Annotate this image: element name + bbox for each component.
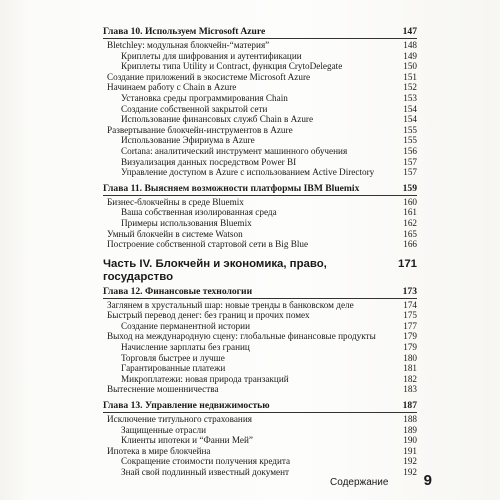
chapter-title-text: Глава 11. Выясняем возможности платформы IBM Bluemix [103, 182, 360, 194]
toc-entry [103, 342, 417, 353]
toc-entry-page: 174 [403, 299, 417, 310]
toc-entry-page: 153 [403, 92, 417, 103]
chapter-title [103, 286, 417, 299]
part-title [103, 258, 417, 284]
footer-label: Содержание [330, 477, 389, 488]
toc-entry-text: Ипотека в мире блокчейна [107, 445, 211, 456]
toc-entry-page: 151 [403, 71, 417, 82]
toc-entry-text: Построение собственной стартовой сети в Big Blue [107, 239, 309, 250]
toc-entry [103, 146, 417, 157]
toc-entry-text: Криплеты для шифрования и аутентификации [121, 50, 302, 61]
chapter-title-text: Глава 13. Управление недвижимостью [103, 400, 270, 412]
toc-entry-text: Исключение титульного страхования [107, 414, 252, 425]
toc-entry [103, 310, 417, 321]
page-footer [330, 472, 432, 489]
chapter-title-text: Глава 10. Используем Microsoft Azure [103, 26, 266, 37]
chapter-title [103, 400, 417, 413]
toc-entry-page: 154 [403, 103, 417, 114]
table-of-contents [103, 26, 417, 483]
chapter [103, 183, 417, 250]
toc-entry [103, 61, 417, 72]
toc-entry [103, 435, 417, 446]
page-number: 9 [423, 472, 432, 489]
chapter-page-number: 147 [402, 26, 417, 37]
toc-entry-text: Использование Эфириума в Azure [121, 135, 255, 146]
toc-entry-page: 157 [403, 156, 417, 167]
toc-entry [103, 239, 417, 250]
toc-entry-page: 181 [403, 363, 417, 374]
toc-entry [103, 300, 417, 311]
toc-entry-page: 165 [403, 228, 417, 239]
toc-entry [103, 135, 417, 146]
toc-entry [103, 446, 417, 457]
toc-entry-page: 188 [403, 414, 417, 425]
toc-entry-text: Торговля быстрее и лучше [121, 352, 225, 363]
toc-entry-page: 155 [403, 124, 417, 135]
toc-entry-text: Развертывание блокчейн-инструментов в Azure [107, 124, 293, 135]
toc-entry-page: 191 [403, 445, 417, 456]
toc-entry [103, 218, 417, 229]
chapter-title-text: Глава 12. Финансовые технологии [103, 285, 253, 297]
toc-entry-page: 154 [403, 114, 417, 125]
toc-entry-text: Криплеты типа Utility и Contract, функция CrytoDelegate [121, 61, 343, 72]
toc-entry [103, 321, 417, 332]
toc-entry-text: Клиенты ипотеки и “Фанни Мей” [121, 435, 253, 446]
toc-entry [103, 229, 417, 240]
toc-entry-text: Bletchley: модульная блокчейн-“материя” [107, 40, 270, 50]
toc-entry-text: Начисление зарплаты без границ [121, 342, 250, 353]
toc-entry-text: Управление доступом в Azure с использованием Active Directory [121, 167, 375, 178]
toc-entry-text: Защищенные отрасли [121, 424, 207, 435]
toc-entry-text: Знай свой подлинный известный документ [121, 467, 290, 477]
toc-entry-text: Заглянем в хрустальный шар: новые тренды в банковском деле [107, 299, 354, 310]
toc-entry [103, 207, 417, 218]
toc-entry-text: Микроплатежи: новая природа транзакций [121, 373, 289, 384]
toc-entry-text: Установка среды программирования Chain [121, 92, 288, 103]
toc-entry-page: 179 [403, 342, 417, 353]
toc-entry [103, 93, 417, 104]
chapter-page-number: 159 [402, 182, 417, 194]
toc-entry-text: Создание собственной закрытой сети [121, 103, 268, 114]
toc-entry-text: Сокращение стоимости получения кредита [121, 456, 291, 467]
toc-entry-page: 149 [403, 50, 417, 61]
toc-entry-text: Использование финансовых служб Chain в Azure [121, 114, 314, 125]
toc-entry-page: 156 [403, 145, 417, 156]
toc-entry-page: 175 [403, 310, 417, 321]
toc-entry [103, 363, 417, 374]
chapter [103, 26, 417, 178]
toc-entry-page: 180 [403, 352, 417, 363]
toc-entry-page: 177 [403, 320, 417, 331]
toc-entry-page: 161 [403, 207, 417, 218]
toc-entry [103, 331, 417, 342]
toc-entry-text: Начинаем работу с Chain в Azure [107, 82, 237, 93]
toc-entry [103, 456, 417, 467]
chapter [103, 286, 417, 395]
toc-entry-page: 182 [403, 373, 417, 384]
toc-entry-page: 152 [403, 82, 417, 93]
toc-entry-page: 162 [403, 217, 417, 228]
toc-entry [103, 197, 417, 208]
toc-entry-page: 155 [403, 135, 417, 146]
toc-entry-text: Создание перманентной истории [121, 320, 250, 331]
toc-entry-text: Бизнес-блокчейны в среде Bluemix [107, 196, 244, 207]
toc-entry [103, 414, 417, 425]
toc-entry [103, 374, 417, 385]
chapter-page-number: 187 [402, 400, 417, 412]
toc-entry-text: Создание приложений в экосистеме Microsoft Azure [107, 71, 311, 82]
toc-entry-page: 166 [403, 239, 417, 250]
toc-entry [103, 353, 417, 364]
toc-entry [103, 114, 417, 125]
toc-entry-page: 157 [403, 167, 417, 178]
chapter-group-b [103, 286, 417, 478]
toc-entry-page: 183 [403, 384, 417, 395]
toc-entry-text: Примеры использования Bluemix [121, 217, 252, 228]
toc-entry-page: 150 [403, 61, 417, 72]
toc-entry-text: Умный блокчейн в системе Watson [107, 228, 243, 239]
toc-entry-text: Вытеснение мошенничества [107, 384, 219, 395]
toc-entry-text: Выход на международную сцену: глобальные финансовые продукты [107, 331, 376, 342]
toc-entry-text: Гарантированные платежи [121, 363, 226, 374]
toc-entry [103, 51, 417, 62]
chapter-page-number: 173 [402, 285, 417, 297]
toc-entry [103, 125, 417, 136]
part-page-number: 171 [397, 257, 417, 270]
toc-entry-page: 179 [403, 331, 417, 342]
toc-entry-text: Ваша собственная изолированная среда [121, 207, 277, 218]
toc-entry [103, 425, 417, 436]
toc-entry-page: 148 [403, 40, 417, 50]
chapter-title [103, 26, 417, 39]
toc-entry [103, 40, 417, 51]
toc-entry [103, 167, 417, 178]
toc-entry [103, 157, 417, 168]
toc-entry-page: 192 [403, 456, 417, 467]
toc-entry-page: 192 [403, 467, 417, 477]
chapter-title [103, 183, 417, 196]
toc-entry-text: Cortana: аналитический инструмент машинного обучения [121, 145, 348, 156]
toc-entry-text: Визуализация данных посредством Power BI [121, 156, 297, 167]
chapter [103, 400, 417, 478]
toc-entry [103, 384, 417, 395]
toc-entry [103, 82, 417, 93]
toc-entry-text: Быстрый перевод денег: без границ и прочих помех [107, 310, 310, 321]
toc-entry [103, 104, 417, 115]
toc-entry [103, 72, 417, 83]
part-title-text: Часть IV. Блокчейн и экономика, право, государство [103, 257, 327, 283]
toc-entry-page: 190 [403, 435, 417, 446]
chapter-group-a [103, 26, 417, 250]
toc-entry-page: 160 [403, 196, 417, 207]
toc-entry-page: 189 [403, 424, 417, 435]
